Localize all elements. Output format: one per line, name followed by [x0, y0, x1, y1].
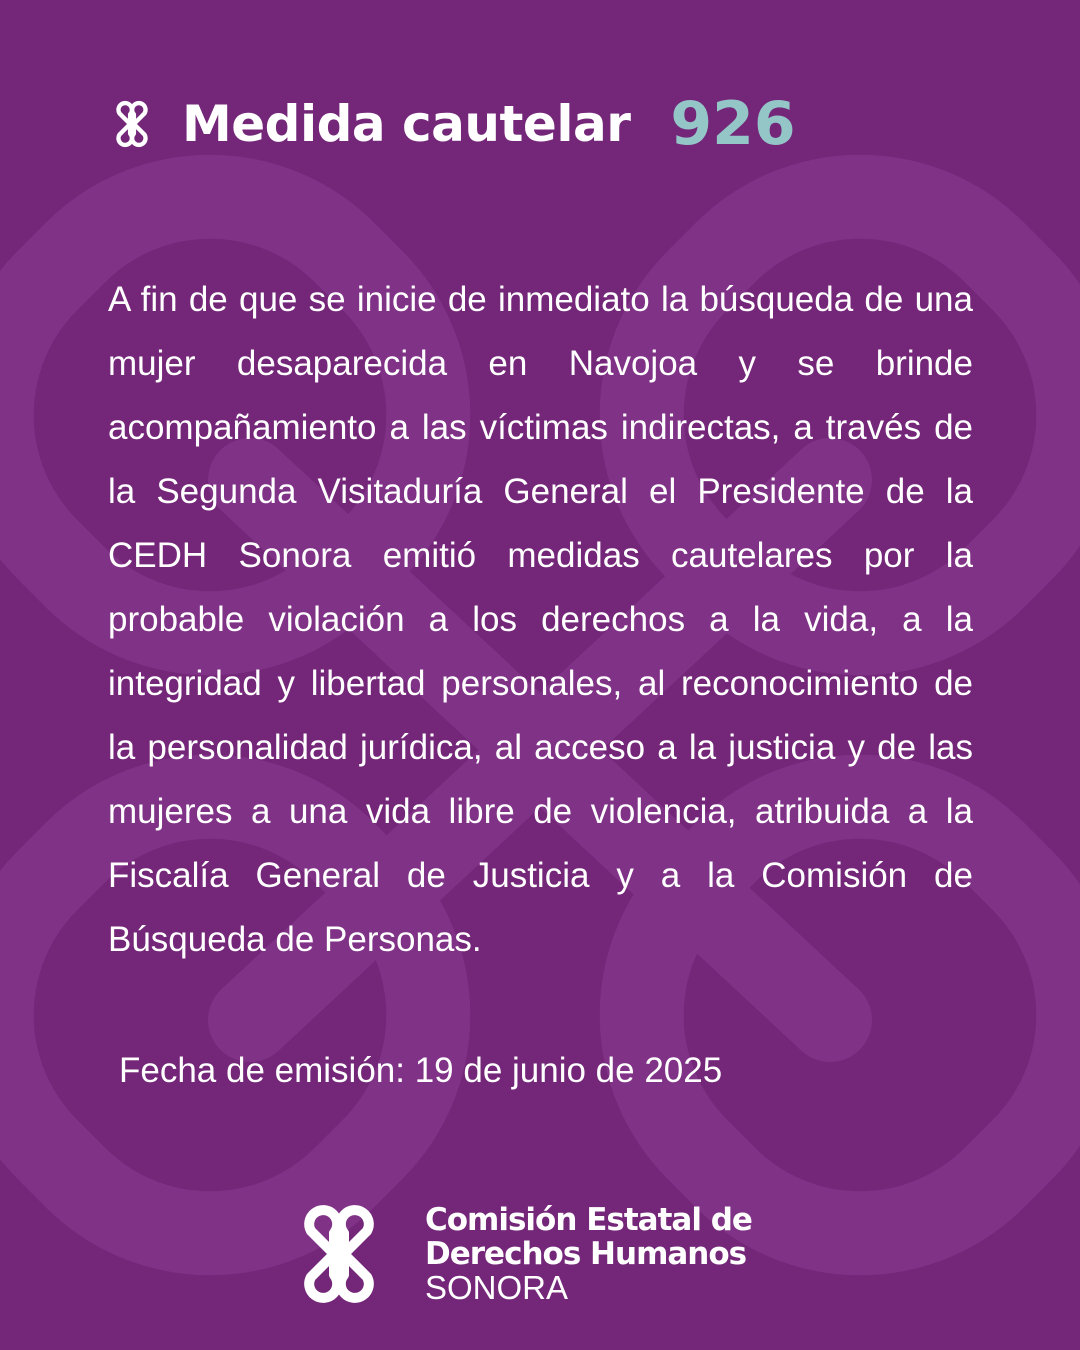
- organization-name-line2: Derechos Humanos: [425, 1236, 747, 1272]
- issue-date: Fecha de emisión: 19 de junio de 2025: [119, 1051, 723, 1090]
- cedh-logo-icon: [287, 1204, 391, 1304]
- organization-state: SONORA: [425, 1269, 569, 1306]
- footer-logo: [287, 1203, 752, 1305]
- measure-number: 926: [670, 89, 796, 159]
- header: [108, 88, 796, 160]
- cedh-logo-icon: [108, 100, 156, 148]
- body-paragraph: A fin de que se inicie de inmediato la búsqueda de una mujer desaparecida en Navojoa y se brinde acompañamiento a las víctimas indirectas, a través de la Segunda Visitaduría General el Presidente de la CEDH Sonora emitió medidas cautelares por la probable violación a los derechos a la vida, a la integridad y libertad personales, al reconocimiento de la personalidad jurídica, al acceso a la justicia y de las mujeres a una vida libre de violencia, atribuida a la Fiscalía General de Justicia y a la Comisión de Búsqueda de Personas.: [108, 280, 973, 959]
- page-title: Medida cautelar: [182, 95, 631, 153]
- organization-name-line1: Comisión Estatal de: [425, 1202, 752, 1238]
- organization-name: [425, 1203, 752, 1305]
